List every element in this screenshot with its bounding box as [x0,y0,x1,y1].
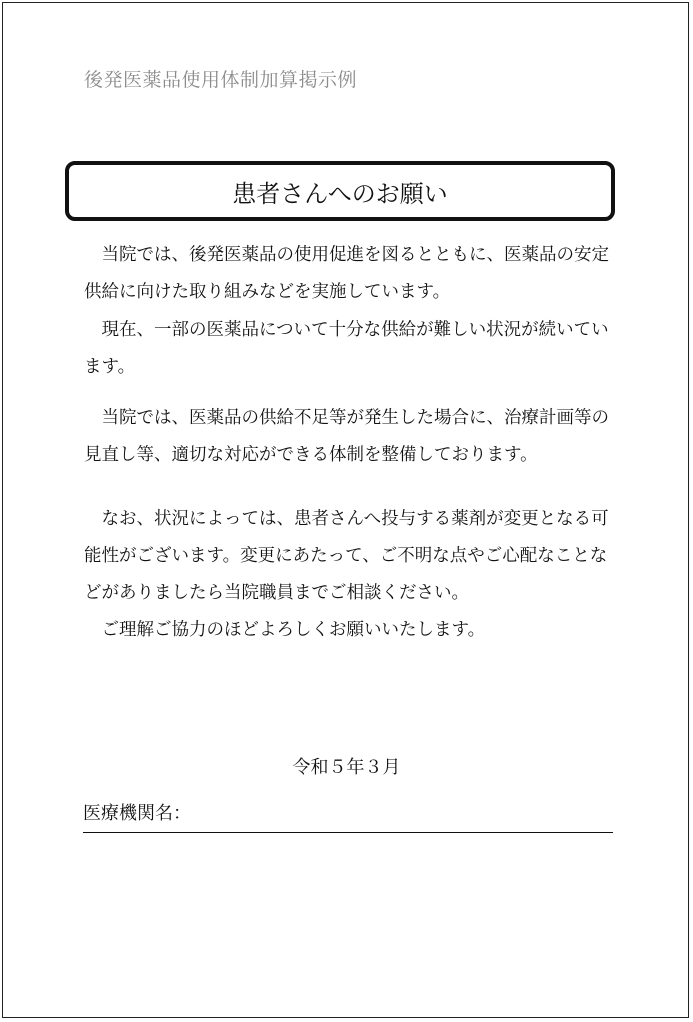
issue-date: 令和５年３月 [292,757,401,778]
paragraph-1 [84,237,612,311]
paragraph-4-text: なお、状況によっては、患者さんへ投与する薬剤が変更となる可能性がございます。変更にあたって、ご不明な点やご心配なことなどがありましたら当院職員までご相談ください。 [84,509,609,603]
notice-title: 患者さんへのお願い [232,179,448,208]
header-note: 後発医薬品使用体制加算掲示例 [84,69,358,91]
paragraph-2-text: 現在、一部の医薬品について十分な供給が難しい状況が続いています。 [84,320,609,377]
paragraph-5-text: ご理解ご協力のほどよろしくお願いいたします。 [101,620,486,640]
paragraph-2 [84,312,612,386]
paragraph-4 [84,501,612,649]
paragraph-3-text: 当院では、医薬品の供給不足等が発生した場合に、治療計画等の見直し等、適切な対応ができる体制を整備しております。 [84,408,609,465]
notice-page [2,2,689,1018]
paragraph-1-text: 当院では、後発医薬品の使用促進を図るとともに、医薬品の安定供給に向けた取り組みなどを実施しています。 [84,245,609,302]
facility-name-label: 医療機関名： [83,803,191,824]
facility-name-line [83,832,613,833]
title-box [65,161,615,221]
paragraph-3 [84,400,612,474]
